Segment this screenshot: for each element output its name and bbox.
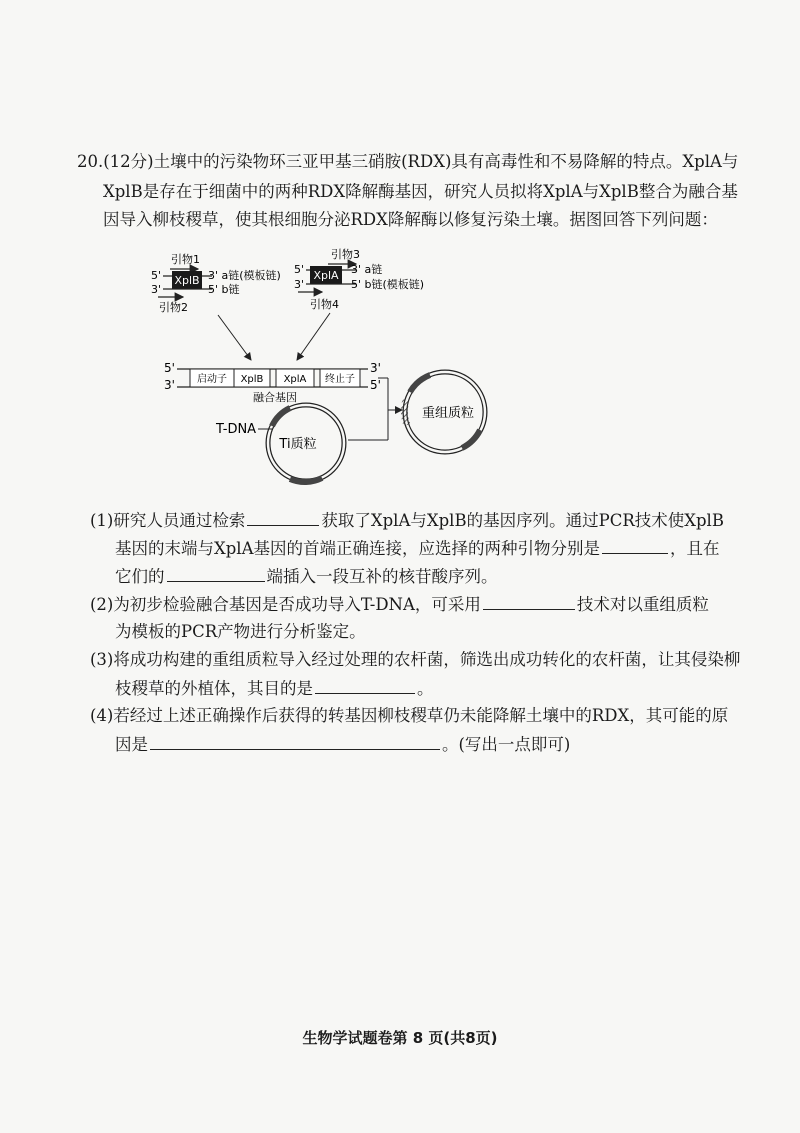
xpla-gene-fragment (294, 247, 424, 311)
answer-blank-1[interactable] (247, 509, 319, 526)
part2-line2: 为模板的PCR产物进行分析鉴定。 (115, 622, 366, 641)
fusion-gene-construct (164, 361, 381, 404)
part3-line2-text-a: 枝稷草的外植体，其目的是 (115, 679, 313, 698)
fusion-gene-diagram (0, 0, 800, 500)
part4-line2-text-b: 。(写出一点即可) (442, 735, 571, 754)
primer1-label: 引物1 (171, 253, 200, 266)
fusion-3prime-right: 3' (370, 361, 381, 375)
fusion-5prime-right: 5' (370, 378, 381, 392)
part1-line2-text-a: 基因的末端与XplA基因的首端正确连接，应选择的两种引物分别是 (115, 539, 601, 558)
question-intro-line-1: 20.(12分)土壤中的污染物环三亚甲基三硝胺(RDX)具有高毒性和不易降解的特点。XplA与 (77, 152, 739, 171)
primer3-label: 引物3 (331, 248, 360, 261)
primer2-label: 引物2 (159, 301, 188, 314)
fusion-5prime: 5' (164, 361, 175, 375)
part1-line3-text-b: 端插入一段互补的核苷酸序列。 (266, 567, 498, 586)
part4-line1: (4)若经过上述正确操作后获得的转基因柳枝稷草仍未能降解土壤中的RDX，其可能的原 (90, 706, 729, 725)
end5-right-top: 5' (294, 263, 305, 276)
ti-plasmid-label: Ti质粒 (279, 437, 317, 452)
ti-plasmid (215, 405, 344, 482)
xplb-gene-label: XplB (174, 274, 200, 287)
part2-text-b: 技术对以重组质粒 (576, 595, 709, 614)
fusion-3prime-left: 3' (164, 378, 175, 392)
part1-text-a: (1)研究人员通过检索 (90, 511, 246, 530)
part2-text-a: (2)为初步检验融合基因是否成功导入T-DNA，可采用 (90, 595, 481, 614)
fusion-xplb-label: XplB (240, 374, 264, 385)
answer-blank-6[interactable] (150, 733, 440, 750)
end3-right-bottom: 3' (294, 278, 305, 291)
recombinant-plasmid (404, 372, 485, 452)
end5-left-top: 5' (151, 269, 162, 282)
a-chain-template-label: 3' a链(模板链) (208, 269, 281, 282)
a-chain-right-label: 3' a链 (351, 263, 383, 276)
promoter-label: 启动子 (197, 374, 227, 385)
part3-line2-text-b: 。 (417, 679, 434, 698)
answer-blank-2[interactable] (602, 537, 668, 554)
terminator-label: 终止子 (325, 374, 355, 385)
part1-line3-text-a: 它们的 (115, 567, 165, 586)
xplb-gene-fragment (151, 252, 281, 314)
b-chain-template-label: 5' b链(模板链) (351, 278, 425, 291)
page-footer: 生物学试题卷第 8 页(共8页) (302, 1029, 498, 1047)
answer-blank-4[interactable] (483, 593, 575, 610)
tdna-label: T-DNA (216, 422, 257, 437)
part1-text-b: 获取了XplA与XplB的基因序列。通过PCR技术使XplB (321, 511, 724, 530)
part1-line2-text-b: ，且在 (670, 539, 720, 558)
question-intro-line-3: 因导入柳枝稷草，使其根细胞分泌RDX降解酶以修复污染土壤。据图回答下列问题： (103, 210, 718, 229)
part1-line1 (90, 509, 724, 532)
part2-line1 (90, 593, 709, 616)
part4-line2 (115, 733, 570, 756)
part1-line2 (115, 537, 720, 560)
part4-line2-text-a: 因是 (115, 735, 148, 754)
fusion-gene-caption: 融合基因 (253, 391, 297, 404)
part1-line3 (115, 565, 498, 588)
primer4-label: 引物4 (310, 298, 339, 311)
part3-line2 (115, 677, 434, 700)
recombinant-plasmid-label: 重组质粒 (421, 406, 475, 421)
answer-blank-3[interactable] (167, 565, 265, 582)
answer-blank-5[interactable] (315, 677, 415, 694)
xpla-gene-label: XplA (313, 269, 339, 282)
part3-line1: (3)将成功构建的重组质粒导入经过处理的农杆菌，筛选出成功转化的农杆菌，让其侵染柳 (90, 650, 741, 669)
fusion-xpla-label: XplA (283, 374, 307, 385)
b-chain-left-label: 5' b链 (208, 283, 240, 296)
question-intro-line-2: XplB是存在于细菌中的两种RDX降解酶基因，研究人员拟将XplA与XplB整合为融合基 (103, 182, 738, 201)
end3-left-bottom: 3' (151, 283, 162, 296)
